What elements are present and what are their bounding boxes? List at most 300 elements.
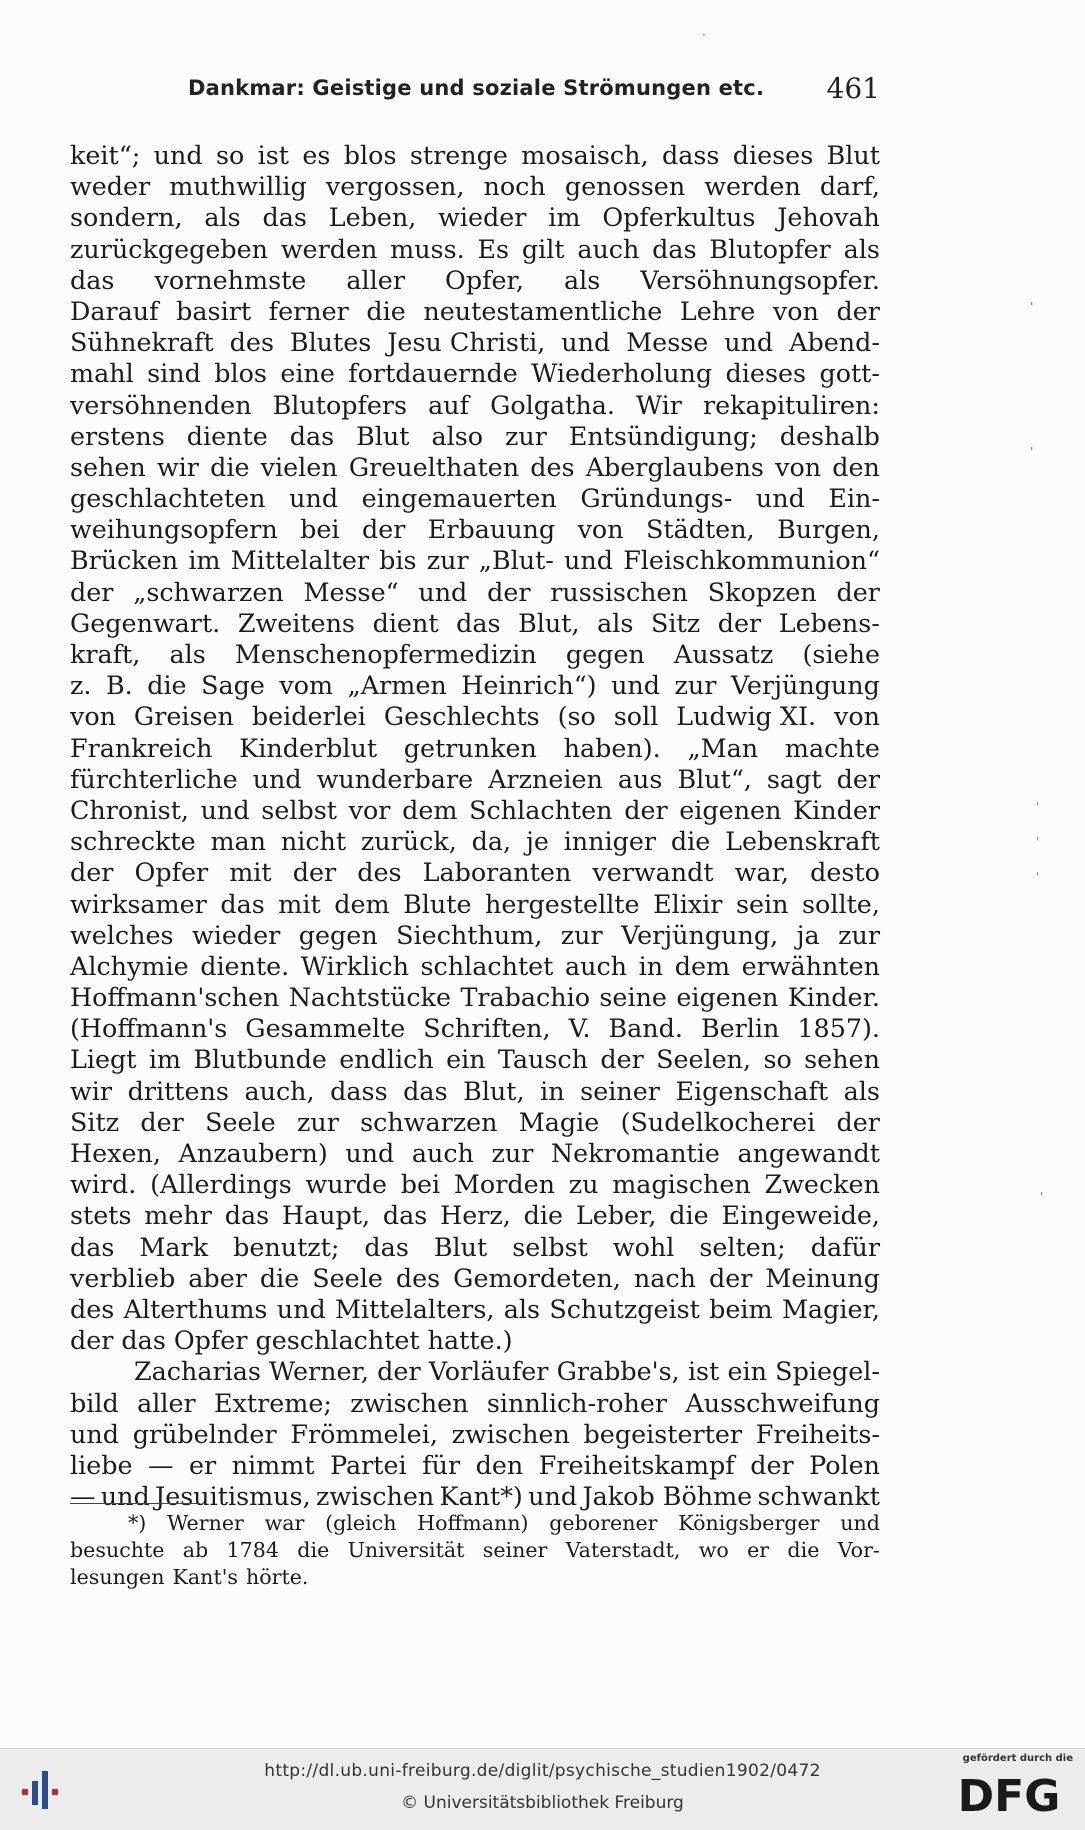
word: Opfer xyxy=(134,857,209,888)
word: er xyxy=(189,1449,217,1480)
word: ja xyxy=(796,919,820,950)
scan-speck: ' xyxy=(1036,800,1040,814)
word: Eingeweide, xyxy=(721,1200,880,1231)
word: desto xyxy=(810,857,880,888)
word: und xyxy=(564,545,614,576)
word: Sühnekraft xyxy=(70,327,214,358)
word: Königsberger xyxy=(678,1511,820,1535)
word: beiderlei xyxy=(251,701,366,732)
word: der xyxy=(487,576,531,607)
word: und xyxy=(840,1511,880,1535)
word: zur xyxy=(296,1106,339,1137)
word: und xyxy=(200,794,250,825)
word: schwarzen xyxy=(360,1106,498,1137)
word: wir xyxy=(156,451,199,482)
word: im xyxy=(548,202,581,233)
word: „Armen xyxy=(347,670,447,701)
word: geborener xyxy=(549,1511,658,1535)
word: das xyxy=(403,1075,448,1106)
word: Jakob Böhme xyxy=(582,1481,753,1512)
word: geschlachtet xyxy=(255,1325,420,1356)
word: Kinder xyxy=(793,794,880,825)
word: Freiheitskampf xyxy=(538,1449,735,1480)
word: Schriften, xyxy=(423,1013,551,1044)
word: dass xyxy=(661,140,720,170)
text-line xyxy=(70,608,880,639)
word: mahl xyxy=(70,358,134,389)
word: Seele xyxy=(205,1106,276,1137)
text-line xyxy=(70,1419,880,1450)
word: Gründungs- xyxy=(580,483,733,514)
word: Kant*) xyxy=(439,1481,523,1512)
word: Nachtstücke xyxy=(288,982,452,1013)
word: der xyxy=(836,295,880,326)
word: Opferkultus xyxy=(602,202,756,233)
word: Schlachten xyxy=(469,794,613,825)
word: der xyxy=(140,1106,184,1137)
word: Blut xyxy=(826,140,880,170)
word: des xyxy=(357,857,402,888)
word: erstens xyxy=(70,420,165,451)
word: in xyxy=(638,950,664,981)
word: des xyxy=(395,1262,441,1293)
word: auch xyxy=(564,950,628,981)
word: diente. xyxy=(200,950,290,981)
text-line xyxy=(70,358,880,389)
word: Burgen, xyxy=(777,514,880,545)
word: Lebens- xyxy=(778,607,880,638)
word: der xyxy=(709,1262,753,1293)
text-line xyxy=(70,296,880,327)
word: die xyxy=(210,451,250,482)
word: Menschenopfermedizin xyxy=(234,639,537,669)
word: russischen xyxy=(550,576,688,607)
word: Blut, xyxy=(463,1075,525,1106)
word: begeisterter xyxy=(583,1418,742,1449)
word: muthwillig xyxy=(169,171,307,202)
text-line xyxy=(70,452,880,483)
word: der xyxy=(750,1449,794,1480)
word: Universität xyxy=(347,1538,465,1562)
text-line xyxy=(70,1325,880,1356)
word: bis xyxy=(379,545,417,576)
word: machte xyxy=(784,732,880,763)
word: lesungen xyxy=(70,1565,165,1589)
word: eigenen xyxy=(679,794,782,825)
word: Geschlechts xyxy=(383,701,540,732)
word: ein xyxy=(446,1044,486,1075)
word: nach xyxy=(633,1262,696,1293)
word: drittens xyxy=(127,1075,229,1106)
word: als xyxy=(564,264,601,295)
word: seiner xyxy=(580,1075,660,1106)
word: des xyxy=(70,1293,115,1324)
word: von xyxy=(775,451,822,482)
word: blos xyxy=(343,140,397,170)
word: selbst xyxy=(512,1231,588,1262)
viewer-footer xyxy=(0,1748,1085,1830)
scan-speck: · xyxy=(702,28,706,42)
word: gott- xyxy=(819,358,880,389)
word: als xyxy=(843,233,880,264)
word: der xyxy=(361,514,406,545)
word: Kant's xyxy=(172,1565,238,1589)
word: Band. xyxy=(608,1013,683,1044)
word: der xyxy=(717,607,762,638)
word: ist xyxy=(687,1356,720,1387)
text-line xyxy=(70,1076,880,1107)
text-line xyxy=(70,1107,880,1138)
text-line xyxy=(70,1481,880,1512)
word: Trabachio xyxy=(460,982,591,1013)
word: (Sudelkocherei xyxy=(620,1106,816,1137)
word: Morden xyxy=(453,1169,555,1200)
word: Werner xyxy=(167,1511,244,1535)
text-line xyxy=(70,920,880,951)
word: die xyxy=(787,1538,820,1562)
word: der xyxy=(70,576,114,607)
word: Blut xyxy=(356,420,410,451)
word: vielen xyxy=(260,451,338,482)
dfg-logo-text: DFG xyxy=(957,1771,1061,1819)
word: die xyxy=(669,1200,709,1231)
word: genossen xyxy=(564,171,686,202)
word: Seelen, xyxy=(656,1044,752,1075)
word: ein xyxy=(727,1356,767,1387)
scan-speck: ' xyxy=(1036,835,1040,849)
word: und xyxy=(724,327,774,358)
text-line xyxy=(70,1356,880,1387)
word: Hexen, xyxy=(70,1138,161,1168)
word: zur xyxy=(504,420,547,451)
text-line xyxy=(70,1537,880,1564)
word: vornehmste xyxy=(154,264,307,295)
word: Städten, xyxy=(645,514,755,545)
word: und xyxy=(755,483,805,514)
word: der xyxy=(70,1325,114,1356)
word: Schutzgeist xyxy=(549,1293,700,1324)
word: Kinderblut xyxy=(239,732,378,763)
word: schlachtet xyxy=(420,950,554,981)
word: das xyxy=(364,1231,409,1262)
word: (gleich xyxy=(325,1511,397,1535)
scan-speck: ' xyxy=(1036,870,1040,884)
word: zwischen xyxy=(350,1387,469,1418)
word: hergestellte xyxy=(485,888,640,919)
word: rekapituliren: xyxy=(703,389,880,420)
word: *) xyxy=(128,1511,147,1535)
word: Darauf xyxy=(70,295,159,326)
word: strenge xyxy=(409,140,508,170)
word: Sitz xyxy=(70,1106,120,1137)
word: Heinrich“) xyxy=(461,670,597,701)
word: als xyxy=(597,607,634,638)
word: wirksamer xyxy=(70,888,207,919)
word: zurück, xyxy=(360,826,457,857)
word: Frömmelei, xyxy=(290,1418,438,1449)
word: Verjüngung xyxy=(730,670,880,701)
word: Skopzen xyxy=(707,576,817,607)
word: und xyxy=(276,1293,326,1324)
text-line xyxy=(70,826,880,857)
word: das xyxy=(220,888,265,919)
word: verwandt xyxy=(592,857,714,888)
word: sinnlich-roher xyxy=(486,1387,668,1418)
word: das xyxy=(456,607,501,638)
word: fortdauernde xyxy=(348,358,518,389)
word: das xyxy=(70,1231,115,1262)
word: welches xyxy=(70,919,174,950)
word: dass xyxy=(330,1075,388,1106)
word: Haupt, xyxy=(281,1200,371,1231)
word: Blutopfer xyxy=(709,233,831,264)
word: Vorläufer xyxy=(428,1356,549,1387)
word: mehr xyxy=(144,1200,212,1231)
word: Fleischkommunion“ xyxy=(623,545,880,576)
word: dient xyxy=(372,607,439,638)
word: Wir xyxy=(636,389,682,420)
word: wird. xyxy=(70,1169,137,1200)
word: Frankreich xyxy=(70,732,213,763)
word: werden xyxy=(704,171,801,202)
word: Gesammelte xyxy=(245,1013,406,1044)
word: die xyxy=(259,1262,300,1293)
word: Blut“, xyxy=(677,763,752,794)
word: Leben, xyxy=(328,202,417,233)
word: Chronist, xyxy=(70,794,189,825)
word: selbst xyxy=(261,794,337,825)
text-line xyxy=(70,1169,880,1200)
text-line xyxy=(70,701,880,732)
word: mit xyxy=(278,888,321,919)
word: Zwecken xyxy=(764,1169,880,1200)
word: diente xyxy=(186,420,268,451)
word: zu xyxy=(568,1169,599,1200)
word: Partei xyxy=(330,1449,407,1480)
word: von xyxy=(577,514,624,545)
text-line xyxy=(70,234,880,265)
word: Hoffmann) xyxy=(417,1511,529,1535)
word: Alterthums xyxy=(123,1293,268,1324)
word: geschlachteten xyxy=(70,483,266,514)
word: „Blut- xyxy=(478,545,554,576)
word: Es xyxy=(477,233,510,264)
word: wir xyxy=(70,1075,112,1106)
word: vom xyxy=(279,670,334,701)
word: weihungsopfern xyxy=(70,514,278,545)
word: endlich xyxy=(339,1044,434,1075)
word: blos xyxy=(214,358,267,389)
word: Freiheits- xyxy=(755,1418,880,1449)
text-line xyxy=(70,982,880,1013)
word: gilt xyxy=(521,233,565,264)
word: haben). xyxy=(563,732,661,763)
word: zwischen xyxy=(451,1418,570,1449)
word: und xyxy=(418,576,468,607)
word: die xyxy=(366,295,406,326)
text-line xyxy=(70,670,880,701)
word: als xyxy=(843,1075,880,1106)
word: dem xyxy=(334,888,390,919)
word: das xyxy=(652,233,697,264)
word: und xyxy=(70,1418,119,1449)
word: wieder xyxy=(191,919,281,950)
word: soll xyxy=(613,701,659,732)
text-line xyxy=(70,514,880,545)
word: aus xyxy=(617,763,663,794)
word: Wiederholung xyxy=(531,358,713,389)
word: dieses xyxy=(725,358,807,389)
word: — xyxy=(70,1481,96,1512)
word: aller xyxy=(346,264,405,295)
word: und xyxy=(153,140,203,170)
word: auch, xyxy=(244,1075,315,1106)
text-line xyxy=(70,265,880,296)
word: für xyxy=(422,1449,461,1480)
word: das xyxy=(289,420,335,451)
word: eigenen xyxy=(676,982,779,1013)
word: man xyxy=(210,826,267,857)
word: Ludwig XI. xyxy=(676,701,817,732)
text-line xyxy=(70,733,880,764)
word: sind xyxy=(147,358,201,389)
word: zur xyxy=(838,919,880,950)
word: Gemordeten, xyxy=(453,1262,621,1293)
word: Lehre xyxy=(679,295,756,326)
word: V. xyxy=(568,1013,591,1044)
word: Aussatz xyxy=(673,639,774,669)
word: Meinung xyxy=(765,1262,880,1293)
word: Magier, xyxy=(781,1293,880,1324)
word: Abend- xyxy=(789,327,880,358)
word: ferner xyxy=(268,295,349,326)
word: auch xyxy=(577,233,640,264)
word: sehen xyxy=(70,451,146,482)
text-line xyxy=(70,1388,880,1419)
word: das xyxy=(70,264,115,295)
word: das xyxy=(121,1325,166,1356)
word: im xyxy=(188,545,221,576)
word: dem xyxy=(674,950,731,981)
word: Blutes xyxy=(289,327,372,358)
word: Sitz xyxy=(651,607,701,638)
word: das xyxy=(224,1200,270,1231)
word: liebe xyxy=(70,1449,133,1480)
word: Opfer, xyxy=(445,264,524,295)
word: gegen xyxy=(298,919,378,950)
word: ab xyxy=(182,1538,209,1562)
word: zur xyxy=(674,670,717,701)
word: ist xyxy=(257,140,290,170)
word: 1784 xyxy=(226,1538,279,1562)
word: zur xyxy=(491,1138,534,1168)
word: er xyxy=(747,1538,770,1562)
word: dieses xyxy=(732,140,814,170)
word: den xyxy=(475,1449,524,1480)
page-number: 461 xyxy=(826,72,880,105)
dfg-logo-icon xyxy=(945,1769,1073,1819)
word: fürchterliche xyxy=(70,763,238,794)
word: Ein- xyxy=(828,483,880,514)
text-line xyxy=(70,483,880,514)
word: sollte, xyxy=(802,888,880,919)
word: der xyxy=(836,576,880,607)
word: bei xyxy=(300,514,340,545)
word: und xyxy=(611,670,661,701)
word: Gegenwart. xyxy=(70,607,221,638)
word: (so xyxy=(557,701,596,732)
word: Laboranten xyxy=(422,857,572,888)
word: Zacharias Werner, xyxy=(134,1356,369,1387)
word: seiner xyxy=(482,1538,548,1562)
word: zur xyxy=(426,545,469,576)
word: Aberglaubens xyxy=(585,451,764,482)
scan-speck: ' xyxy=(1030,445,1034,459)
word: kraft, xyxy=(70,639,141,669)
word: mit xyxy=(229,857,272,888)
permalink-url[interactable]: http://dl.ub.uni-freiburg.de/diglit/psychische_studien1902/0472 xyxy=(264,1761,821,1781)
text-line xyxy=(70,1564,880,1591)
word: von xyxy=(70,701,116,732)
word: Eigenschaft xyxy=(675,1075,829,1106)
word: stets xyxy=(70,1200,132,1231)
word: der xyxy=(600,1044,644,1075)
word: muss. xyxy=(390,233,465,264)
word: darf, xyxy=(819,171,880,202)
word: Versöhnungsopfer. xyxy=(640,264,880,295)
text-line xyxy=(70,171,880,202)
word: wurde xyxy=(305,1169,388,1200)
word: Grabbe's, xyxy=(556,1356,680,1387)
word: getrunken xyxy=(403,732,537,763)
text-line xyxy=(70,1232,880,1263)
word: der xyxy=(377,1356,421,1387)
text-line xyxy=(70,1450,880,1481)
word: der xyxy=(292,857,337,888)
word: von xyxy=(834,701,880,732)
word: der xyxy=(836,763,880,794)
word: Ausschweifung xyxy=(685,1387,880,1418)
text-line xyxy=(70,202,880,233)
text-line xyxy=(70,577,880,608)
word: der xyxy=(70,857,114,888)
word: Sage xyxy=(201,670,265,701)
word: die xyxy=(523,1200,564,1231)
word: Blutopfers xyxy=(272,389,408,420)
word: sein xyxy=(735,888,789,919)
dfg-caption: gefördert durch die xyxy=(962,1753,1073,1764)
word: zur xyxy=(560,919,603,950)
word: Golgatha. xyxy=(490,389,615,420)
word: Brücken xyxy=(70,545,179,576)
word: so xyxy=(215,140,245,170)
word: „Man xyxy=(687,732,759,763)
word: Blut xyxy=(433,1231,488,1262)
word: weder xyxy=(70,171,151,202)
text-line xyxy=(70,390,880,421)
word: Blute xyxy=(403,888,472,919)
word: zwischen xyxy=(315,1481,435,1512)
word: mosaisch, xyxy=(521,140,649,170)
copyright-notice: © Universitätsbibliothek Freiburg xyxy=(401,1793,684,1813)
word: dafür xyxy=(810,1231,880,1262)
word: magischen xyxy=(612,1169,751,1200)
word: hörte. xyxy=(245,1565,309,1589)
word: Blut, xyxy=(518,607,580,638)
word: Alchymie xyxy=(70,950,189,981)
word: Liegt xyxy=(70,1044,137,1075)
word: keit“; xyxy=(70,140,141,170)
